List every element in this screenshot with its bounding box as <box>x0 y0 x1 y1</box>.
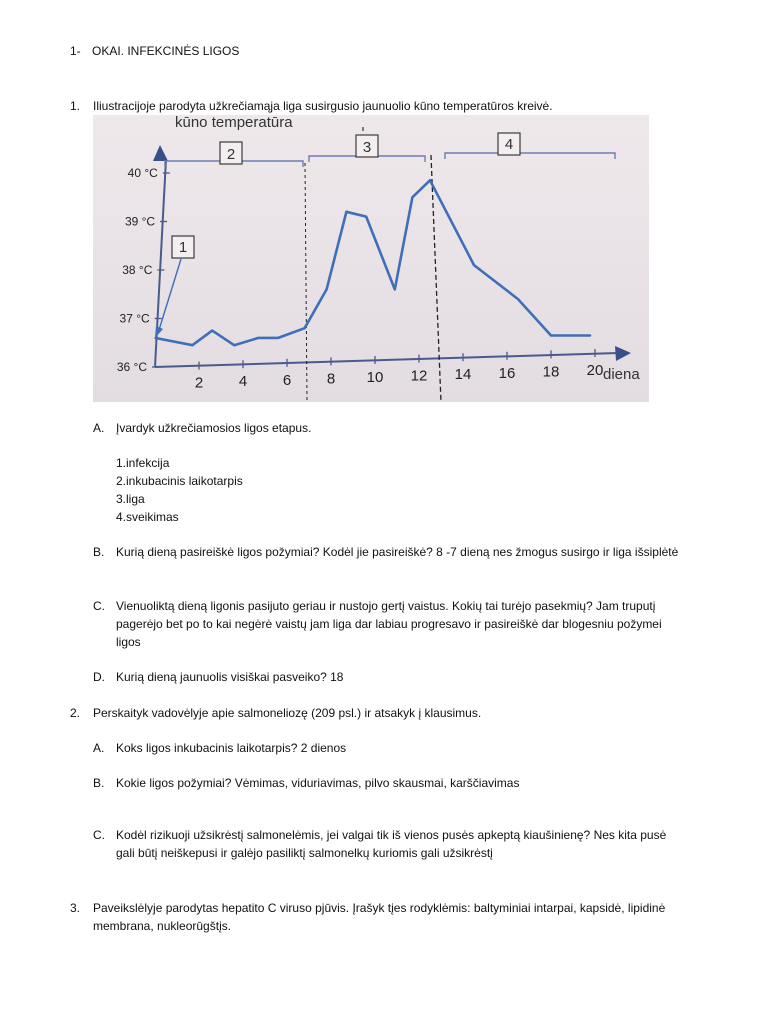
header-title: OKAI. INFEKCINĖS LIGOS <box>92 44 240 58</box>
x-tick-label: 14 <box>454 366 472 384</box>
phase-label-1: 1 <box>178 239 188 256</box>
data-point <box>233 344 235 346</box>
data-point <box>429 179 431 181</box>
phase-label-4: 4 <box>504 136 514 153</box>
q2a-letter: A. <box>93 741 105 755</box>
data-point <box>517 298 519 300</box>
data-point <box>550 335 552 337</box>
data-point <box>211 330 213 332</box>
y-tick-label: 39 °C <box>124 214 156 229</box>
q1a-answer-1: 1.infekcija <box>116 456 170 470</box>
phase-boundary-2-3 <box>305 163 307 402</box>
data-point <box>346 211 348 213</box>
q1d-text: Kurią dieną jaunuolis visiškai pasveiko? 18 <box>116 670 344 684</box>
q2-number: 2. <box>70 706 81 720</box>
q1b-text: Kurią dieną pasireiškė ligos požymiai? Kodėl jie pasireiškė? 8 -7 dieną nes žmogus susirgo ir liga išsiplėtė <box>116 545 679 559</box>
x-tick-label: 6 <box>282 371 292 389</box>
data-point <box>258 337 260 339</box>
q3-line-2: membrana, nukleorūgštįs. <box>93 919 232 933</box>
y-tick-label: 36 °C <box>116 360 147 374</box>
q1c-line-1: Vienuoliktą dieną ligonis pasijuto geriau ir nustojo gertį vaistus. Kokių tai turėjo pasekmių? Jam truputį <box>116 599 656 613</box>
data-point <box>590 335 592 337</box>
q3-number: 3. <box>70 901 81 915</box>
q2a-text: Koks ligos inkubacinis laikotarpis? 2 dienos <box>116 741 347 755</box>
x-tick-label: 16 <box>498 364 516 382</box>
q1a-answer-4: 4.sveikimas <box>116 510 179 524</box>
temperature-line <box>155 180 591 345</box>
x-tick-label: 18 <box>542 363 560 381</box>
x-tick-label: 10 <box>366 369 384 386</box>
data-point <box>412 196 414 198</box>
q1a-letter: A. <box>93 421 105 435</box>
q2b-text: Kokie ligos požymiai? Vėmimas, viduriavimas, pilvo skausmai, karščiavimas <box>116 776 520 790</box>
data-point <box>277 337 279 339</box>
q1-text: Iliustracijoje parodyta užkrečiamąja liga susirgusio jaunuolio kūno temperatūros kreivė. <box>93 99 553 113</box>
phase-label-2: 2 <box>226 146 236 163</box>
data-point <box>394 289 396 291</box>
y-tick-label: 40 °C <box>127 166 158 180</box>
y-axis-label: kūno temperatūra <box>175 115 293 131</box>
q2c-line-2: gali būtį neiškepusi ir galėjo pasiliktį salmonelkų kuriomis gali užsikrėstį <box>116 846 493 860</box>
q1c-letter: C. <box>93 599 105 613</box>
data-point <box>326 289 328 291</box>
y-tick-label: 37 °C <box>119 311 150 326</box>
temperature-chart-photo <box>93 115 649 402</box>
q1a-text: Įvardyk užkrečiamosios ligos etapus. <box>116 421 312 435</box>
bracket-phase-4 <box>445 153 615 159</box>
q2b-letter: B. <box>93 776 105 790</box>
y-tick-label: 38 °C <box>122 263 153 277</box>
q1c-line-3: ligos <box>116 635 141 649</box>
x-axis-arrow <box>615 346 631 361</box>
x-tick-label: 4 <box>238 373 248 391</box>
data-point <box>304 327 306 329</box>
x-tick-label: 12 <box>410 367 428 385</box>
temperature-chart <box>93 115 649 402</box>
q2c-line-1: Kodėl rizikuoji užsikrėstį salmonelėmis, jei valgai tik iš vienos pusės apkeptą kiaušinienę? Nes kita pusė <box>116 828 667 842</box>
phase-label-3: 3 <box>362 139 372 156</box>
data-point <box>192 344 194 346</box>
q3-line-1: Paveikslėlyje parodytas hepatito C viruso pjūvis. Įrašyk tįes rodyklėmis: baltyminiai intarpai, kapsidė, lipidinė <box>93 901 666 915</box>
x-axis-label: diena <box>603 366 640 383</box>
q1c-line-2: pagerėjo bet po to kai negėrė vaistų jam liga dar labiau progresavo ir pasireiškė dar blogesniu požymei <box>116 617 662 631</box>
data-point <box>365 216 367 218</box>
data-point <box>154 337 156 339</box>
phase-1-pointer-head <box>155 326 163 338</box>
q1b-letter: B. <box>93 545 105 559</box>
y-axis-arrow <box>153 145 168 161</box>
x-tick-label: 20 <box>586 362 604 379</box>
q1a-answer-2: 2.inkubacinis laikotarpis <box>116 474 243 488</box>
data-point <box>473 264 475 266</box>
q1-number: 1. <box>70 99 81 113</box>
x-tick-label: 8 <box>326 370 336 388</box>
header-number: 1- <box>70 44 81 58</box>
q2c-letter: C. <box>93 828 105 842</box>
q1a-answer-3: 3.liga <box>116 492 145 506</box>
q2-text: Perskaityk vadovėlyje apie salmoneliozę (209 psl.) ir atsakyk į klausimus. <box>93 706 482 720</box>
x-tick-label: 2 <box>194 374 204 392</box>
q1d-letter: D. <box>93 670 105 684</box>
